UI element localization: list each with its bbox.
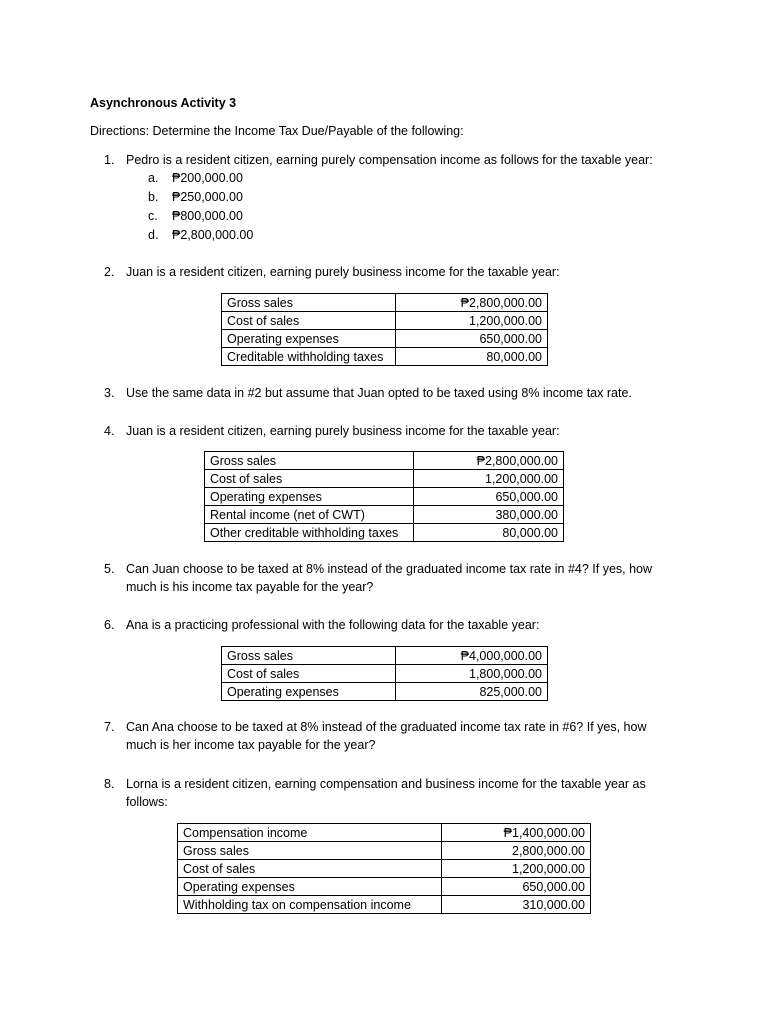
question-number: 8. bbox=[104, 777, 115, 791]
table-row bbox=[205, 506, 564, 524]
question-text: Pedro is a resident citizen, earning purely compensation income as follows for the taxable year: bbox=[126, 153, 653, 167]
table-cell-label: Gross sales bbox=[178, 842, 442, 860]
table-row bbox=[222, 683, 548, 701]
question-text: Juan is a resident citizen, earning purely business income for the taxable year: bbox=[126, 265, 560, 279]
question-number: 6. bbox=[104, 618, 115, 632]
table-cell-amount: 2,800,000.00 bbox=[442, 842, 591, 860]
table-row bbox=[205, 488, 564, 506]
option-d bbox=[148, 226, 253, 244]
question-text: Juan is a resident citizen, earning purely business income for the taxable year: bbox=[126, 424, 560, 438]
table-cell-amount: 1,200,000.00 bbox=[442, 860, 591, 878]
page-title: Asynchronous Activity 3 bbox=[90, 96, 237, 110]
table-cell-amount: 1,200,000.00 bbox=[414, 470, 564, 488]
table-row bbox=[222, 330, 548, 348]
table-row bbox=[222, 294, 548, 312]
question-text: Ana is a practicing professional with the following data for the taxable year: bbox=[126, 618, 540, 632]
table-cell-label: Creditable withholding taxes bbox=[222, 348, 396, 366]
option-letter: a. bbox=[148, 171, 159, 185]
option-letter: b. bbox=[148, 190, 159, 204]
table-question-6 bbox=[221, 646, 548, 701]
table-row bbox=[222, 348, 548, 366]
option-b bbox=[148, 188, 243, 206]
table-cell-amount: 1,800,000.00 bbox=[396, 665, 548, 683]
table-cell-amount: ₱2,800,000.00 bbox=[396, 294, 548, 312]
table-cell-amount: 825,000.00 bbox=[396, 683, 548, 701]
table-cell-amount: 80,000.00 bbox=[414, 524, 564, 542]
table-row bbox=[178, 824, 591, 842]
option-letter: c. bbox=[148, 209, 158, 223]
question-number: 2. bbox=[104, 265, 115, 279]
table-row bbox=[205, 452, 564, 470]
table-cell-label: Operating expenses bbox=[178, 878, 442, 896]
table-cell-amount: 650,000.00 bbox=[442, 878, 591, 896]
table-cell-amount: 380,000.00 bbox=[414, 506, 564, 524]
question-number: 1. bbox=[104, 153, 115, 167]
question-text: Lorna is a resident citizen, earning compensation and business income for the taxable year as follows: bbox=[126, 777, 646, 809]
table-row bbox=[178, 842, 591, 860]
table-question-4 bbox=[204, 451, 564, 542]
table-row bbox=[178, 860, 591, 878]
option-value: ₱250,000.00 bbox=[172, 190, 243, 204]
table-cell-amount: ₱2,800,000.00 bbox=[414, 452, 564, 470]
option-value: ₱200,000.00 bbox=[172, 171, 243, 185]
table-cell-amount: 650,000.00 bbox=[396, 330, 548, 348]
table-row bbox=[222, 665, 548, 683]
table-cell-label: Gross sales bbox=[205, 452, 414, 470]
table-cell-amount: 650,000.00 bbox=[414, 488, 564, 506]
table-cell-label: Compensation income bbox=[178, 824, 442, 842]
option-value: ₱2,800,000.00 bbox=[172, 228, 254, 242]
table-cell-label: Operating expenses bbox=[222, 330, 396, 348]
table-cell-label: Operating expenses bbox=[205, 488, 414, 506]
table-question-8 bbox=[177, 823, 591, 914]
question-number: 7. bbox=[104, 720, 115, 734]
question-number: 5. bbox=[104, 562, 115, 576]
table-row bbox=[222, 647, 548, 665]
table-cell-label: Operating expenses bbox=[222, 683, 396, 701]
option-value: ₱800,000.00 bbox=[172, 209, 243, 223]
table-cell-label: Cost of sales bbox=[222, 665, 396, 683]
table-row bbox=[222, 312, 548, 330]
question-text: Can Juan choose to be taxed at 8% instead of the graduated income tax rate in #4? If yes, how much is his income tax payable for the year? bbox=[126, 562, 653, 594]
directions-text: Directions: Determine the Income Tax Due/Payable of the following: bbox=[90, 124, 464, 138]
table-row bbox=[205, 524, 564, 542]
table-cell-label: Cost of sales bbox=[222, 312, 396, 330]
table-cell-label: Other creditable withholding taxes bbox=[205, 524, 414, 542]
table-cell-amount: ₱1,400,000.00 bbox=[442, 824, 591, 842]
table-cell-amount: ₱4,000,000.00 bbox=[396, 647, 548, 665]
table-cell-label: Withholding tax on compensation income bbox=[178, 896, 442, 914]
table-row bbox=[205, 470, 564, 488]
table-cell-amount: 80,000.00 bbox=[396, 348, 548, 366]
table-cell-label: Gross sales bbox=[222, 647, 396, 665]
table-cell-label: Cost of sales bbox=[205, 470, 414, 488]
question-text: Use the same data in #2 but assume that Juan opted to be taxed using 8% income tax rate. bbox=[126, 386, 632, 400]
table-cell-label: Cost of sales bbox=[178, 860, 442, 878]
table-cell-label: Rental income (net of CWT) bbox=[205, 506, 414, 524]
table-cell-amount: 310,000.00 bbox=[442, 896, 591, 914]
table-question-2 bbox=[221, 293, 548, 366]
table-row bbox=[178, 896, 591, 914]
table-row bbox=[178, 878, 591, 896]
table-cell-amount: 1,200,000.00 bbox=[396, 312, 548, 330]
question-number: 4. bbox=[104, 424, 115, 438]
question-text: Can Ana choose to be taxed at 8% instead of the graduated income tax rate in #6? If yes, how much is her income tax payable for the year? bbox=[126, 720, 647, 752]
option-letter: d. bbox=[148, 228, 159, 242]
option-a bbox=[148, 169, 243, 187]
option-c bbox=[148, 207, 243, 225]
question-number: 3. bbox=[104, 386, 115, 400]
table-cell-label: Gross sales bbox=[222, 294, 396, 312]
